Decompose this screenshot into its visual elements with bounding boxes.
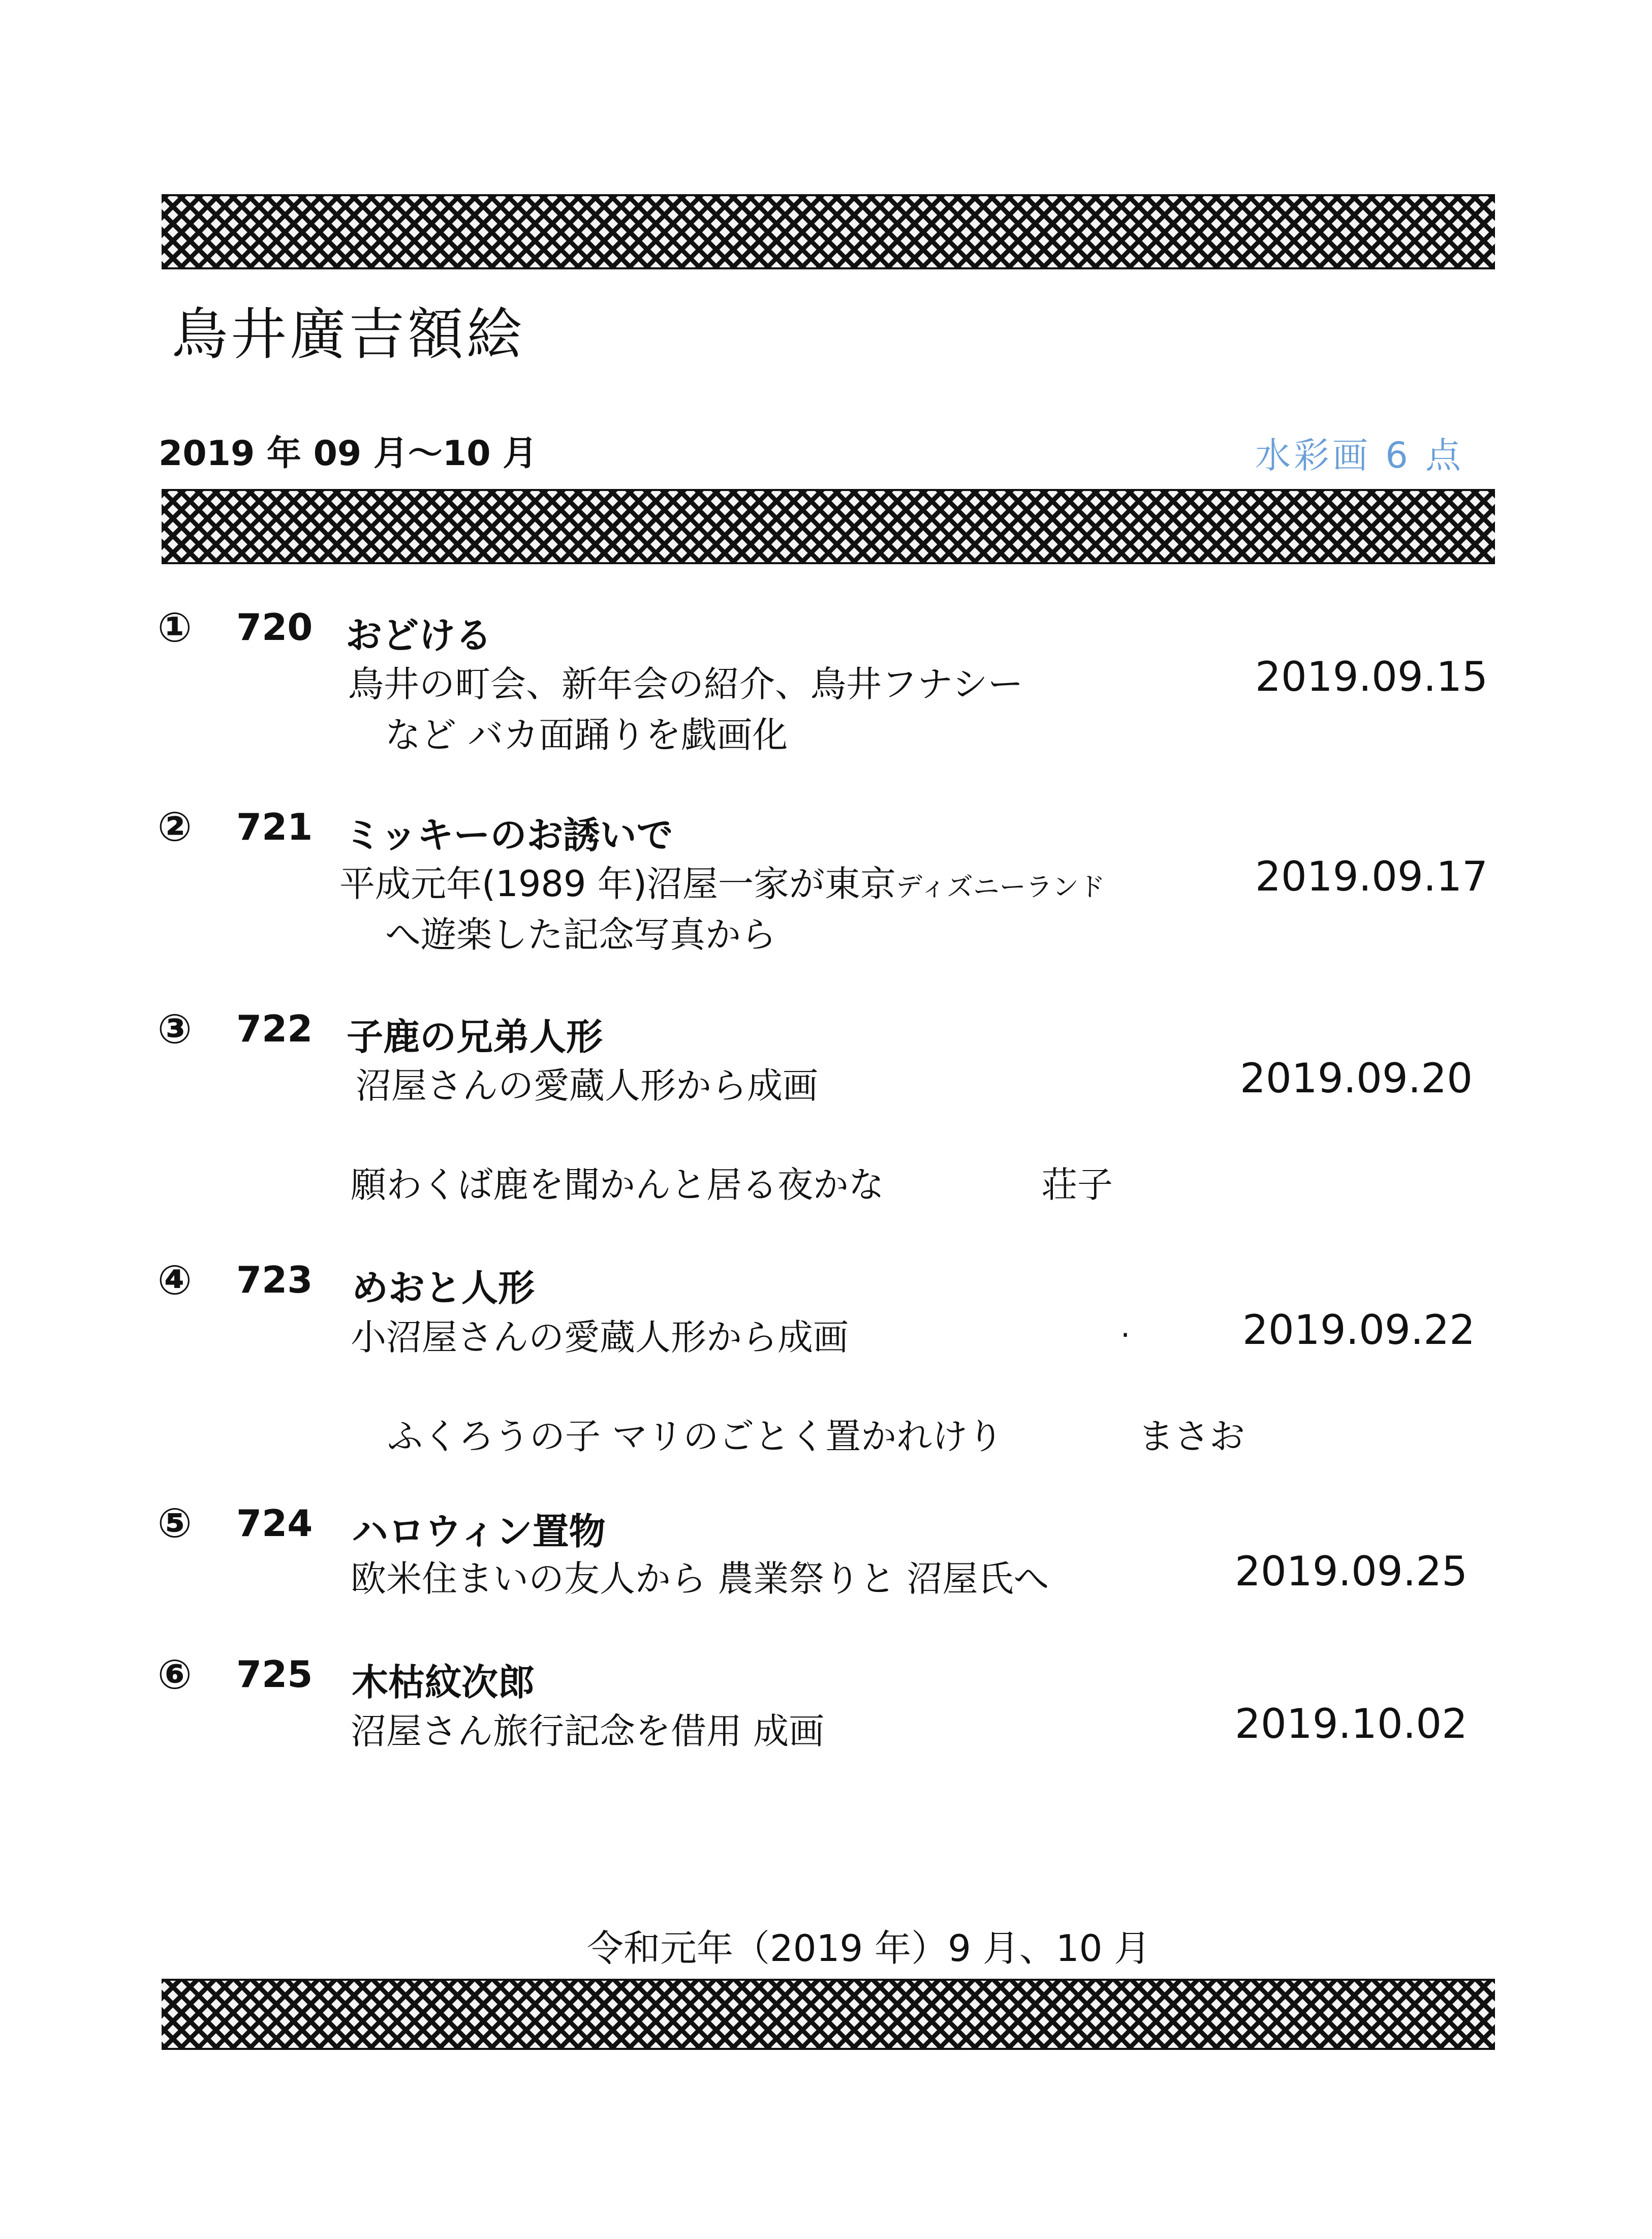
entry-description-line1 — [339, 855, 1105, 907]
entry-code: 722 — [236, 1007, 313, 1050]
entry-number-marker: ① — [158, 604, 192, 651]
entry-haiku: ふくろうの子 マリのごとく置かれけり — [387, 1416, 1004, 1457]
entry-code: 724 — [236, 1502, 313, 1545]
entry-haiku-author: まさお — [1138, 1416, 1245, 1457]
entry-description-main: 平成元年(1989 年)沼屋一家が東京 — [339, 863, 896, 905]
entry-date: 2019.09.25 — [1235, 1548, 1468, 1595]
entry-description-line2: など バカ面踊りを戯画化 — [385, 714, 788, 756]
medium-count-label: 水彩画 6 点 — [1255, 435, 1464, 476]
entry-number-marker: ⑤ — [158, 1499, 192, 1547]
entry-date: 2019.10.02 — [1235, 1700, 1468, 1747]
entry-description-line1: 欧米住まいの友人から 農業祭りと 沼屋氏へ — [351, 1558, 1049, 1600]
page-title: 鳥井廣吉額絵 — [172, 302, 525, 367]
entry-description-line2: へ遊楽した記念写真から — [385, 914, 776, 956]
entry-number-marker: ② — [158, 803, 192, 850]
entry-title: おどける — [346, 614, 492, 657]
entry-haiku: 願わくば鹿を聞かんと居る夜かな — [351, 1164, 884, 1206]
middle-pattern-band — [162, 489, 1495, 564]
top-pattern-band — [162, 194, 1495, 269]
entry-description-line1: 沼屋さんの愛蔵人形から成画 — [356, 1065, 818, 1107]
stray-dot: . — [1120, 1309, 1131, 1344]
entry-code: 720 — [236, 606, 313, 649]
entry-date: 2019.09.15 — [1255, 653, 1488, 700]
period-label: 2019 年 09 月〜10 月 — [159, 434, 538, 474]
entry-description-line1: 小沼屋さんの愛蔵人形から成画 — [351, 1316, 849, 1358]
bottom-pattern-band — [162, 1979, 1495, 2050]
entry-title: ミッキーのお誘いで — [345, 814, 673, 856]
entry-code: 723 — [236, 1259, 313, 1301]
entry-number-marker: ③ — [158, 1005, 192, 1053]
entry-description-small-kana: ディズニーランド — [896, 872, 1105, 903]
entry-code: 725 — [236, 1653, 313, 1696]
entry-date: 2019.09.17 — [1255, 853, 1488, 900]
entry-date: 2019.09.20 — [1240, 1055, 1473, 1102]
entry-code: 721 — [236, 806, 313, 848]
footer-date-text: 令和元年（2019 年）9 月、10 月 — [587, 1927, 1151, 1970]
entry-title: 子鹿の兄弟人形 — [347, 1016, 603, 1058]
entry-haiku-author: 荘子 — [1042, 1164, 1113, 1206]
entry-number-marker: ⑥ — [158, 1651, 192, 1698]
entry-number-marker: ④ — [158, 1256, 192, 1304]
entry-description-line1: 沼屋さん旅行記念を借用 成画 — [351, 1710, 825, 1752]
entry-date: 2019.09.22 — [1242, 1306, 1476, 1354]
entry-title: ハロウィン置物 — [352, 1510, 606, 1553]
entry-description-line1: 鳥井の町会、新年会の紹介、鳥井フナシー — [348, 663, 1023, 705]
entry-title: めおと人形 — [352, 1267, 535, 1309]
entry-title: 木枯紋次郎 — [352, 1661, 535, 1704]
